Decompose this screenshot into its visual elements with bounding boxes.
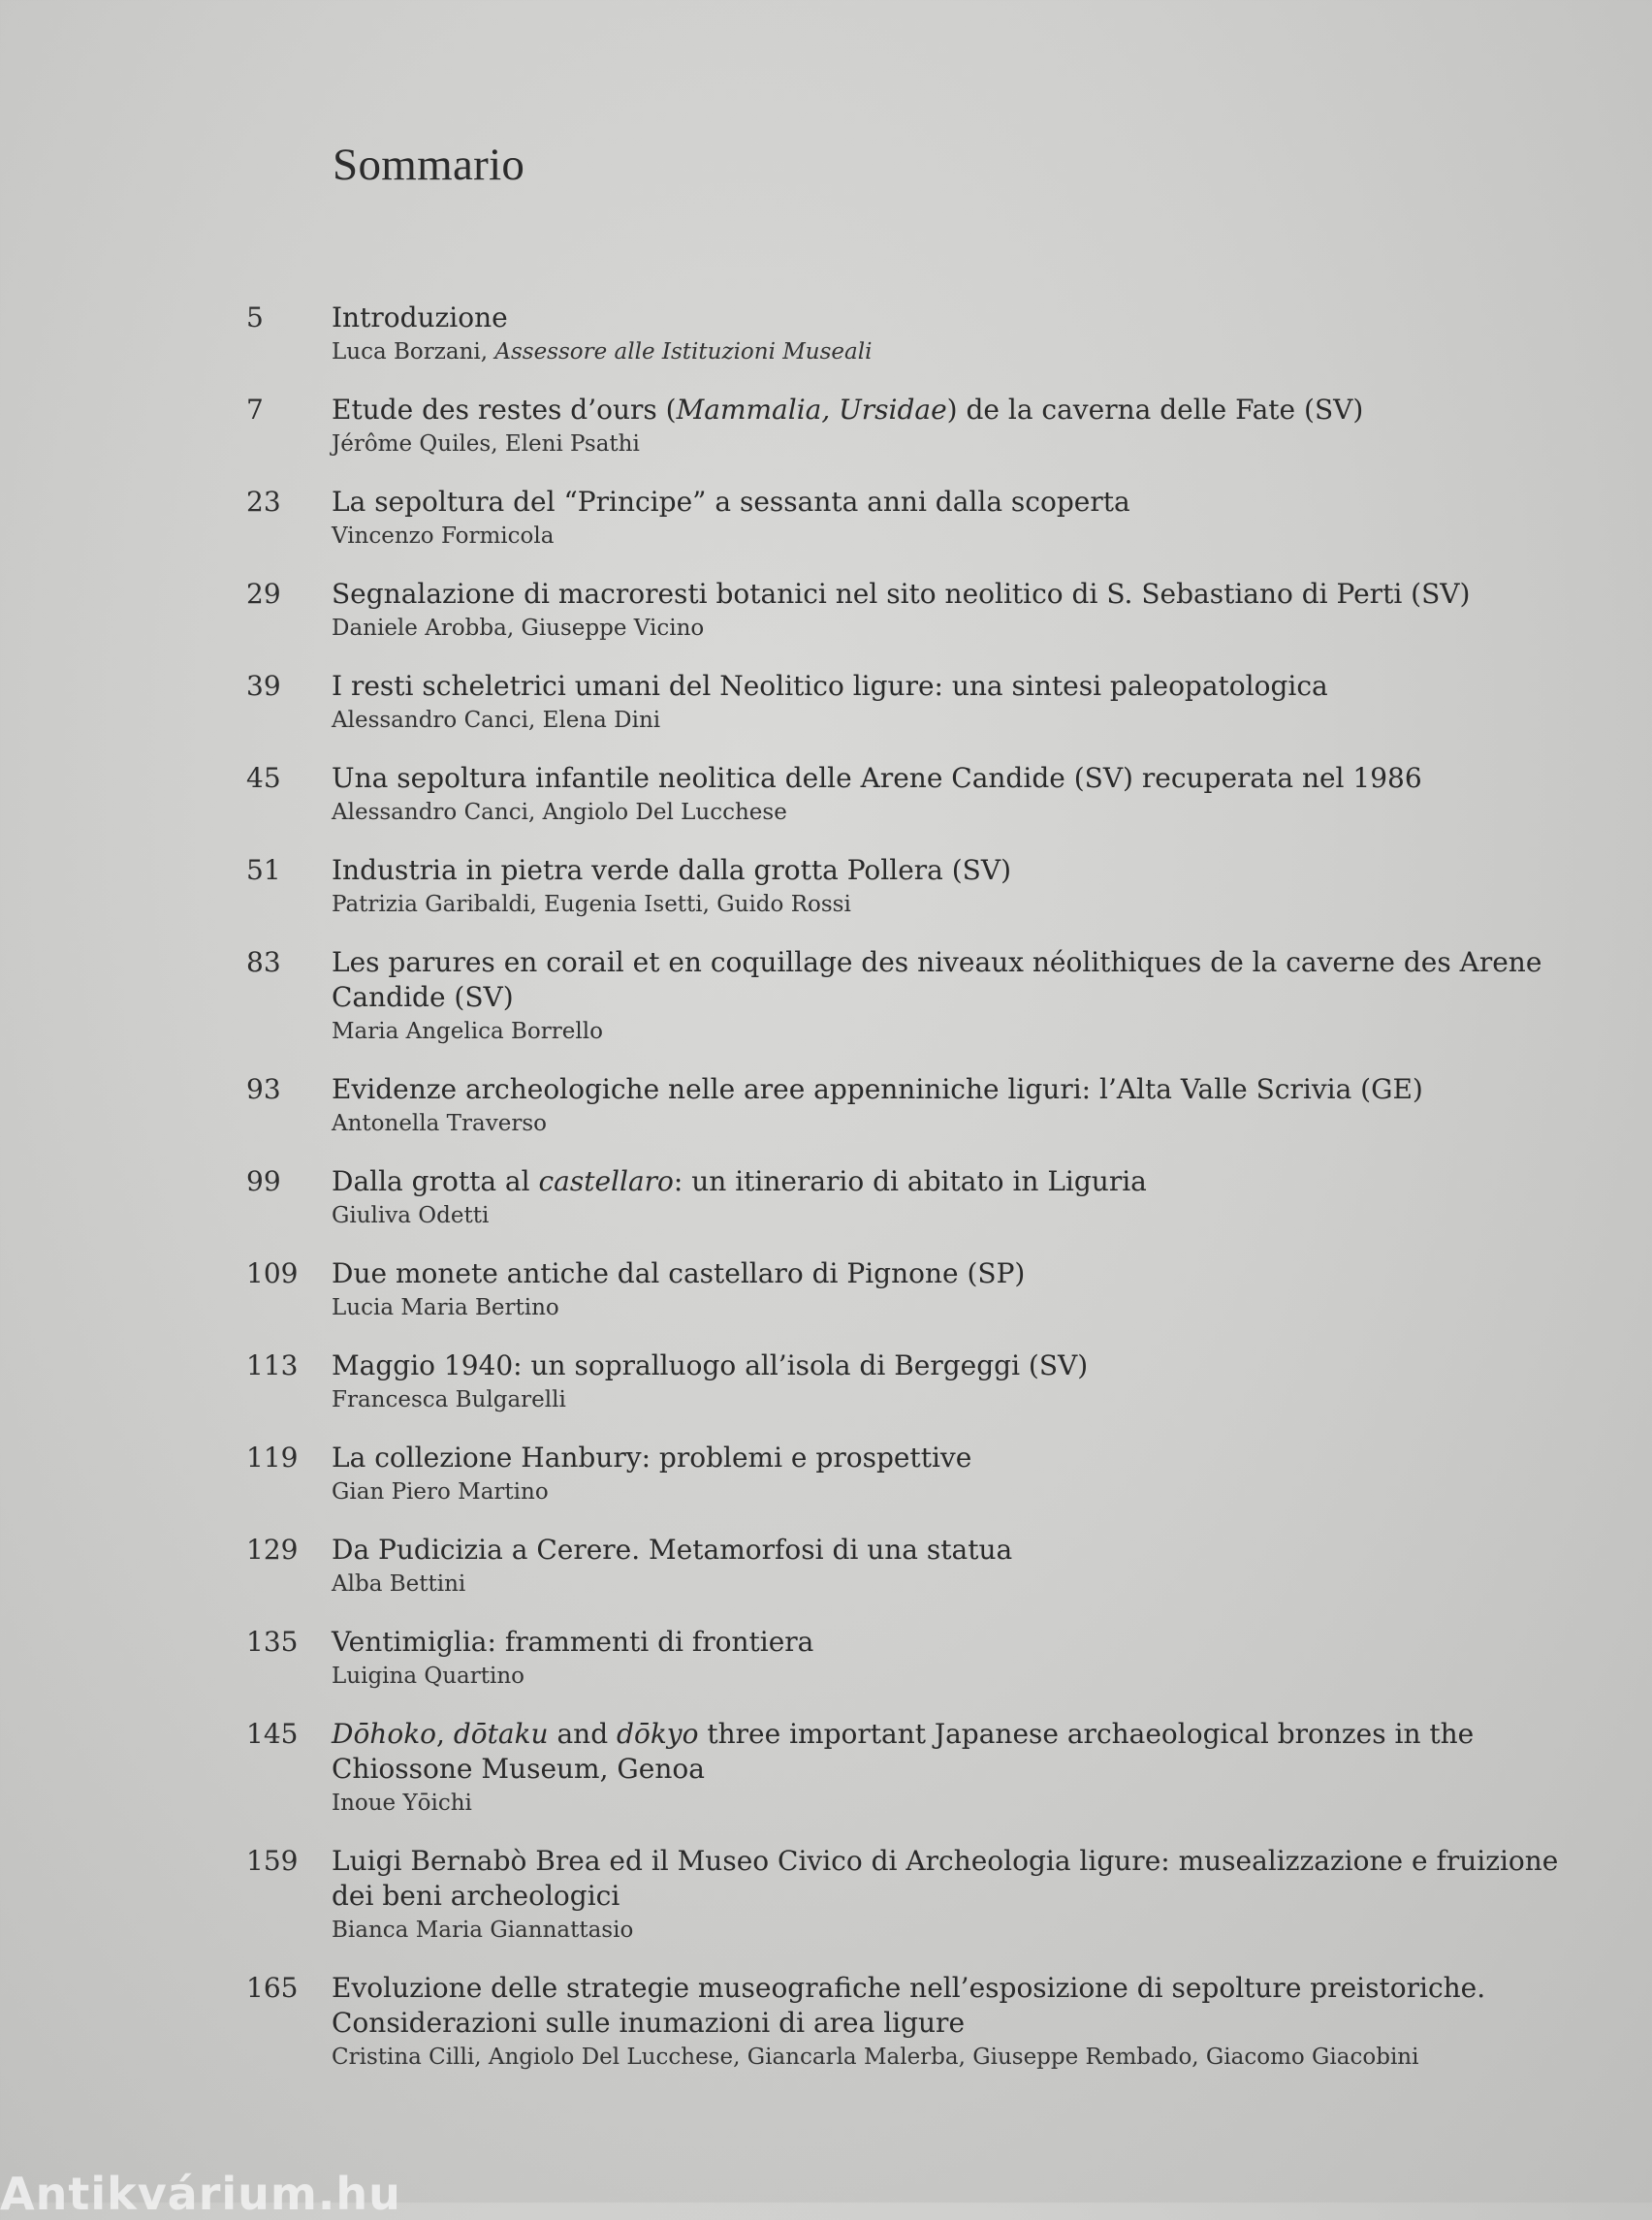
toc-author-segment: Francesca Bulgarelli [332, 1387, 566, 1412]
toc-entry-authors [332, 1660, 1582, 1693]
toc-title-segment: ) de la caverna delle Fate (SV) [946, 394, 1364, 426]
toc-page-number: 119 [246, 1442, 299, 1474]
toc-entry-title [332, 1625, 1582, 1660]
toc-entry-authors [332, 1914, 1582, 1947]
toc-page-number: 159 [246, 1845, 299, 1877]
toc-author-segment: Giuliva Odetti [332, 1203, 490, 1228]
toc-entry-title [332, 853, 1582, 888]
toc-title-segment: Industria in pietra verde dalla grotta Pollera (SV) [332, 854, 1011, 886]
toc-page-number: 39 [246, 670, 281, 702]
toc-entry-body [332, 761, 1582, 829]
toc-entry-title [332, 577, 1582, 612]
toc-entry-authors [332, 1199, 1582, 1232]
toc-entry-title [332, 945, 1582, 1015]
toc-title-segment: , [436, 1718, 454, 1750]
toc-page-number: 109 [246, 1257, 299, 1289]
toc-author-segment: Inoue Yōichi [332, 1791, 472, 1816]
toc-entry-title [332, 393, 1582, 428]
toc-author-segment: Antonella Traverso [332, 1111, 547, 1136]
toc-author-segment: Luigina Quartino [332, 1664, 524, 1689]
toc-entry [0, 1844, 1652, 1947]
toc-title-segment: Due monete antiche dal castellaro di Pignone (SP) [332, 1257, 1026, 1289]
toc-author-segment: Cristina Cilli, Angiolo Del Lucchese, Giancarla Malerba, Giuseppe Rembado, Giacomo Giacobini [332, 2045, 1419, 2070]
toc-entry [0, 761, 1652, 829]
toc-entry-body [332, 1164, 1582, 1232]
toc-title-italic-segment: dōtaku [453, 1718, 549, 1750]
toc-title-segment: I resti scheletrici umani del Neolitico ligure: una sintesi paleopatologica [332, 670, 1328, 702]
toc-title-segment: Ventimiglia: frammenti di frontiera [332, 1626, 814, 1658]
toc-page-number: 113 [246, 1349, 299, 1381]
toc-entry-body [332, 853, 1582, 921]
toc-author-segment: Alessandro Canci, Angiolo Del Lucchese [332, 800, 787, 825]
toc-author-segment: Bianca Maria Giannattasio [332, 1918, 634, 1943]
table-of-contents [0, 301, 1652, 2098]
toc-author-segment: Maria Angelica Borrello [332, 1019, 603, 1044]
toc-entry [0, 1348, 1652, 1416]
toc-entry-title [332, 1164, 1582, 1199]
toc-title-segment: Evidenze archeologiche nelle aree appenniniche liguri: l’Alta Valle Scrivia (GE) [332, 1073, 1423, 1105]
toc-entry-title [332, 1533, 1582, 1568]
toc-title-segment: three important Japanese archaeological bronzes in the Chiossone Museum, Genoa [332, 1718, 1475, 1785]
toc-entry-authors [332, 1291, 1582, 1324]
toc-entry-authors [332, 520, 1582, 553]
toc-entry-authors [332, 704, 1582, 737]
toc-title-segment: Luigi Bernabò Brea ed il Museo Civico di Archeologia ligure: musealizzazione e fruizione dei beni archeologici [332, 1845, 1559, 1912]
toc-entry-authors [332, 796, 1582, 829]
toc-entry-body [332, 1533, 1582, 1601]
toc-entry-body [332, 393, 1582, 460]
toc-entry-body [332, 945, 1582, 1048]
toc-author-segment: Jérôme Quiles, Eleni Psathi [332, 431, 640, 457]
toc-entry-authors [332, 1107, 1582, 1140]
toc-author-segment: Lucia Maria Bertino [332, 1295, 559, 1320]
toc-title-segment: Maggio 1940: un sopralluogo all’isola di Bergeggi (SV) [332, 1349, 1089, 1381]
toc-author-segment: Alba Bettini [332, 1571, 466, 1597]
toc-page-number: 45 [246, 762, 281, 794]
toc-entry-authors [332, 2041, 1582, 2074]
toc-entry [0, 945, 1652, 1048]
toc-entry-authors [332, 888, 1582, 921]
toc-entry [0, 1072, 1652, 1140]
toc-entry-body [332, 1844, 1582, 1947]
toc-entry-body [332, 1625, 1582, 1693]
toc-entry-title [332, 761, 1582, 796]
toc-title-italic-segment: dōkyo [617, 1718, 699, 1750]
toc-title-italic-segment: castellaro [538, 1165, 674, 1197]
toc-title-segment: Dalla grotta al [332, 1165, 539, 1197]
toc-entry [0, 1717, 1652, 1820]
toc-entry-body [332, 1256, 1582, 1324]
toc-entry-title [332, 1971, 1582, 2041]
watermark: Antikvárium.hu [0, 2168, 401, 2220]
toc-title-segment: Segnalazione di macroresti botanici nel sito neolitico di S. Sebastiano di Perti (SV) [332, 578, 1471, 610]
toc-title-segment: Etude des restes d’ours ( [332, 394, 677, 426]
toc-entry [0, 301, 1652, 368]
toc-entry-body [332, 1072, 1582, 1140]
toc-entry [0, 485, 1652, 553]
toc-page-number: 99 [246, 1165, 281, 1197]
toc-entry [0, 1971, 1652, 2074]
toc-title-italic-segment: Dōhoko [332, 1718, 437, 1750]
toc-author-segment: Luca Borzani, [332, 339, 495, 365]
toc-entry-authors [332, 428, 1582, 460]
toc-entry [0, 1441, 1652, 1508]
toc-page-number: 135 [246, 1626, 299, 1658]
toc-author-segment: Vincenzo Formicola [332, 523, 555, 549]
toc-entry [0, 669, 1652, 737]
toc-title-segment: Da Pudicizia a Cerere. Metamorfosi di una statua [332, 1534, 1013, 1566]
toc-entry [0, 1256, 1652, 1324]
toc-page-number: 5 [246, 301, 264, 333]
toc-title-segment: Una sepoltura infantile neolitica delle Arene Candide (SV) recuperata nel 1986 [332, 762, 1422, 794]
toc-entry-body [332, 669, 1582, 737]
toc-entry-title [332, 1844, 1582, 1914]
toc-entry-body [332, 1441, 1582, 1508]
toc-entry-title [332, 669, 1582, 704]
toc-entry-authors [332, 1787, 1582, 1820]
toc-entry [0, 1533, 1652, 1601]
toc-title-segment: Introduzione [332, 301, 508, 333]
toc-entry [0, 393, 1652, 460]
toc-entry-authors [332, 1568, 1582, 1601]
toc-entry-authors [332, 335, 1582, 368]
toc-entry-body [332, 485, 1582, 553]
toc-page-number: 129 [246, 1534, 299, 1566]
toc-entry-title [332, 1348, 1582, 1383]
toc-entry-authors [332, 1383, 1582, 1416]
toc-entry-authors [332, 1015, 1582, 1048]
toc-entry-body [332, 577, 1582, 645]
toc-entry-body [332, 301, 1582, 368]
toc-entry-title [332, 1441, 1582, 1475]
toc-entry [0, 577, 1652, 645]
toc-title-segment: Evoluzione delle strategie museografiche nell’esposizione di sepolture preistoriche. Considerazioni sulle inumazioni di area ligure [332, 1972, 1486, 2039]
toc-title-italic-segment: Mammalia, Ursidae [676, 394, 947, 426]
toc-title-segment: Les parures en corail et en coquillage des niveaux néolithiques de la caverne des Arene Candide (SV) [332, 946, 1542, 1013]
toc-page-number: 29 [246, 578, 281, 610]
toc-title-segment: La collezione Hanbury: problemi e prospettive [332, 1442, 972, 1474]
toc-entry [0, 1164, 1652, 1232]
toc-page-number: 145 [246, 1718, 299, 1750]
toc-page-number: 7 [246, 394, 264, 426]
toc-page-number: 165 [246, 1972, 299, 2004]
toc-entry-title [332, 485, 1582, 520]
toc-author-segment: Patrizia Garibaldi, Eugenia Isetti, Guido Rossi [332, 892, 851, 917]
toc-entry-title [332, 301, 1582, 335]
toc-entry-body [332, 1348, 1582, 1416]
toc-entry-title [332, 1717, 1582, 1787]
toc-entry-body [332, 1971, 1582, 2074]
toc-page-number: 83 [246, 946, 281, 978]
toc-entry-title [332, 1256, 1582, 1291]
toc-author-segment: Gian Piero Martino [332, 1479, 549, 1505]
toc-entry [0, 1625, 1652, 1693]
toc-author-italic-segment: Assessore alle Istituzioni Museali [494, 339, 873, 365]
toc-page-number: 93 [246, 1073, 281, 1105]
toc-title-segment: : un itinerario di abitato in Liguria [673, 1165, 1147, 1197]
toc-title-segment: and [548, 1718, 618, 1750]
toc-entry-title [332, 1072, 1582, 1107]
toc-author-segment: Daniele Arobba, Giuseppe Vicino [332, 616, 705, 641]
toc-entry-body [332, 1717, 1582, 1820]
toc-entry-authors [332, 612, 1582, 645]
toc-author-segment: Alessandro Canci, Elena Dini [332, 708, 661, 733]
page-title: Sommario [333, 140, 525, 190]
toc-title-segment: La sepoltura del “Principe” a sessanta anni dalla scoperta [332, 486, 1130, 518]
toc-page-number: 51 [246, 854, 281, 886]
toc-entry-authors [332, 1475, 1582, 1508]
toc-entry [0, 853, 1652, 921]
toc-page-number: 23 [246, 486, 281, 518]
